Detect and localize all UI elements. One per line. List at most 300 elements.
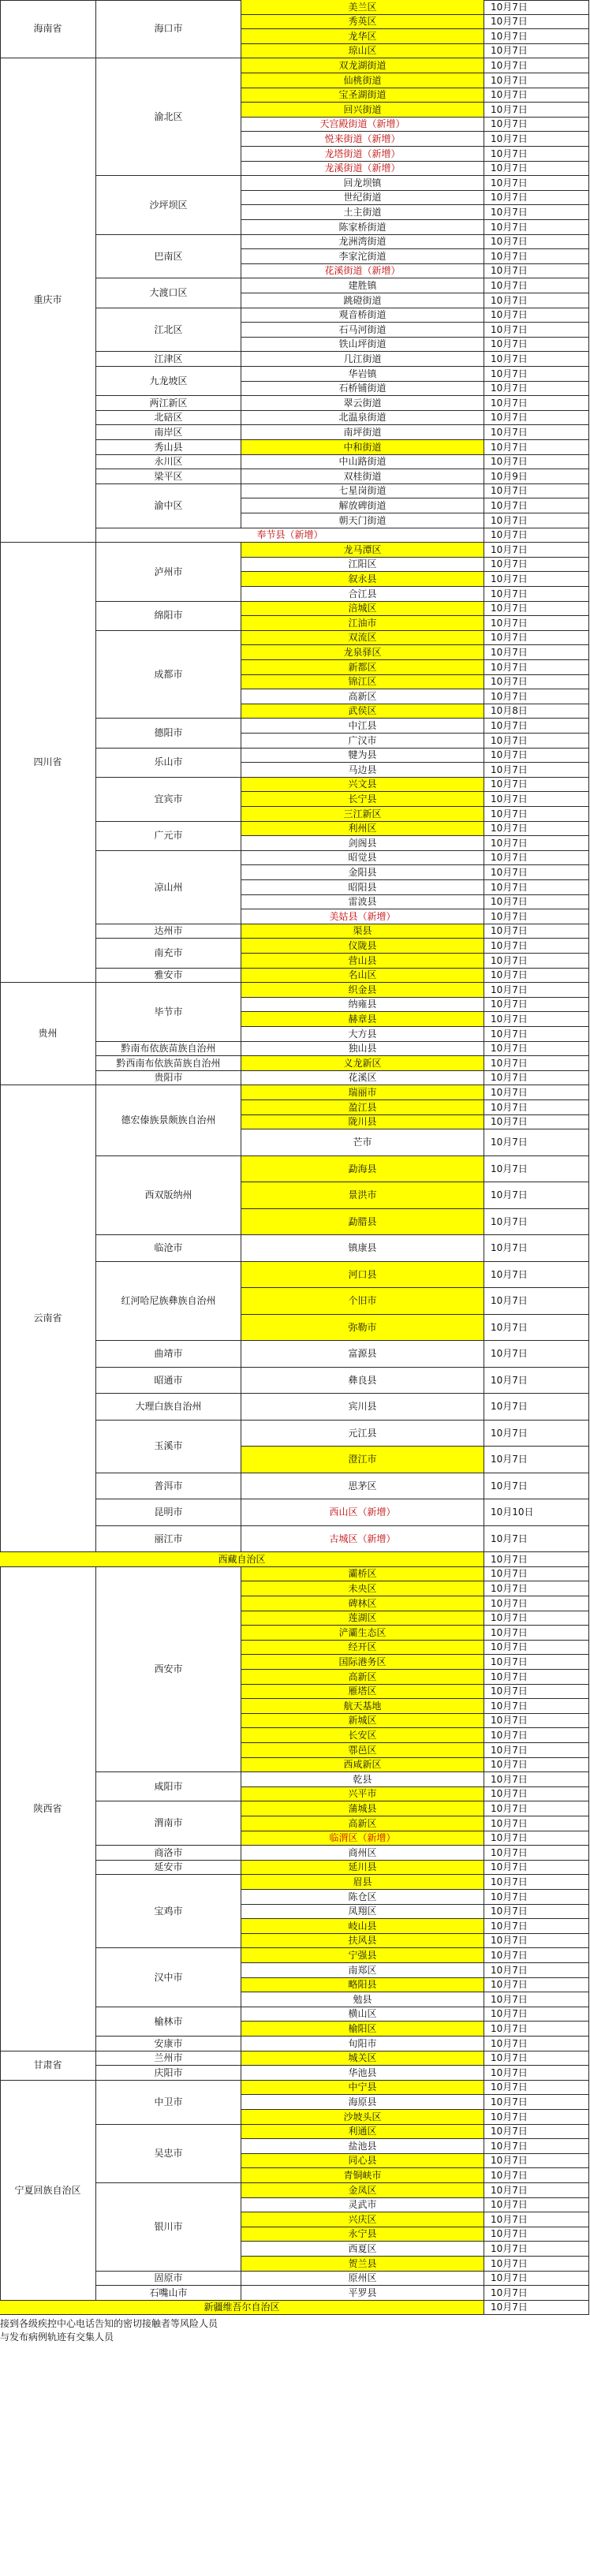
city-cell: 两江新区 xyxy=(96,396,241,411)
area-cell: 航天基地 xyxy=(241,1699,484,1714)
area-cell: 中江县 xyxy=(241,719,484,734)
city-cell: 渝北区 xyxy=(96,58,241,176)
date-cell: 10月7日 xyxy=(484,1641,589,1656)
date-cell: 10月10日 xyxy=(484,1499,589,1526)
date-cell: 10月7日 xyxy=(484,338,589,353)
date-cell: 10月7日 xyxy=(484,924,589,939)
date-cell: 10月7日 xyxy=(484,103,589,118)
date-cell: 10月7日 xyxy=(484,998,589,1013)
area-cell: 龙马潭区 xyxy=(241,543,484,558)
province-cell: 重庆市 xyxy=(0,58,96,543)
province-cell: 云南省 xyxy=(0,1085,96,1552)
date-cell: 10月7日 xyxy=(484,44,589,59)
date-cell: 10月7日 xyxy=(484,895,589,910)
date-cell: 10月7日 xyxy=(484,587,589,602)
date-cell: 10月7日 xyxy=(484,455,589,470)
area-cell: 昭觉县 xyxy=(241,851,484,866)
area-cell: 合江县 xyxy=(241,587,484,602)
city-cell: 永川区 xyxy=(96,455,241,470)
date-cell: 10月7日 xyxy=(484,1552,589,1567)
area-cell: 商州区 xyxy=(241,1846,484,1861)
date-cell: 10月7日 xyxy=(484,1685,589,1700)
area-cell: 西夏区 xyxy=(241,2242,484,2257)
area-cell: 平罗县 xyxy=(241,2286,484,2301)
date-cell: 10月7日 xyxy=(484,205,589,220)
area-cell: 雁塔区 xyxy=(241,1685,484,1700)
area-cell: 江阳区 xyxy=(241,558,484,573)
date-cell: 10月7日 xyxy=(484,558,589,573)
area-cell: 高新区 xyxy=(241,689,484,704)
area-cell: 同心县 xyxy=(241,2154,484,2169)
area-cell: 龙泉驿区 xyxy=(241,645,484,660)
date-cell: 10月7日 xyxy=(484,58,589,73)
city-cell: 广元市 xyxy=(96,822,241,851)
city-cell: 渭南市 xyxy=(96,1801,241,1846)
area-cell: 犍为县 xyxy=(241,749,484,763)
area-cell: 旬阳市 xyxy=(241,2037,484,2051)
area-cell: 思茅区 xyxy=(241,1473,484,1500)
city-cell: 江津区 xyxy=(96,352,241,367)
area-cell: 几江街道 xyxy=(241,352,484,367)
city-cell: 汉中市 xyxy=(96,1948,241,2007)
area-cell: 织金县 xyxy=(241,983,484,998)
city-cell: 江北区 xyxy=(96,308,241,353)
date-cell: 10月7日 xyxy=(484,220,589,235)
city-cell: 梁平区 xyxy=(96,469,241,484)
area-cell: 长宁县 xyxy=(241,792,484,807)
city-cell: 昆明市 xyxy=(96,1499,241,1526)
region-cell: 新疆维吾尔自治区 xyxy=(0,2301,484,2316)
area-cell: 观音桥街道 xyxy=(241,308,484,323)
area-cell: 美兰区 xyxy=(241,0,484,15)
city-cell: 宝鸡市 xyxy=(96,1875,241,1948)
area-cell: 叙永县 xyxy=(241,572,484,587)
date-cell: 10月7日 xyxy=(484,1115,589,1130)
date-cell: 10月7日 xyxy=(484,2242,589,2257)
area-cell: 土主街道 xyxy=(241,205,484,220)
date-cell: 10月7日 xyxy=(484,278,589,293)
city-cell: 北碚区 xyxy=(96,411,241,426)
area-cell: 铁山坪街道 xyxy=(241,338,484,353)
region-cell: 西藏自治区 xyxy=(0,1552,484,1567)
area-cell: 李家沱街道 xyxy=(241,249,484,264)
date-cell: 10月7日 xyxy=(484,778,589,793)
date-cell: 10月7日 xyxy=(484,572,589,587)
city-cell: 秀山县 xyxy=(96,440,241,455)
area-cell: 利州区 xyxy=(241,822,484,837)
date-cell: 10月7日 xyxy=(484,616,589,631)
area-cell: 双龙湖街道 xyxy=(241,58,484,73)
area-cell: 纳雍县 xyxy=(241,998,484,1013)
area-cell: 兴平市 xyxy=(241,1787,484,1802)
date-cell: 10月7日 xyxy=(484,1341,589,1368)
date-cell: 10月7日 xyxy=(484,498,589,513)
date-cell: 10月7日 xyxy=(484,1875,589,1890)
date-cell: 10月7日 xyxy=(484,1948,589,1963)
date-cell: 10月7日 xyxy=(484,2066,589,2081)
area-cell: 建胜镇 xyxy=(241,278,484,293)
date-cell: 10月7日 xyxy=(484,235,589,250)
area-cell: 高新区 xyxy=(241,1670,484,1685)
date-cell: 10月7日 xyxy=(484,1801,589,1816)
date-cell: 10月7日 xyxy=(484,660,589,675)
area-cell: 浐灞生态区 xyxy=(241,1626,484,1641)
area-cell: 美姑县（新增） xyxy=(241,909,484,924)
area-cell: 利通区 xyxy=(241,2125,484,2140)
area-cell: 渠县 xyxy=(241,924,484,939)
area-cell: 高新区 xyxy=(241,1816,484,1831)
date-cell: 10月7日 xyxy=(484,543,589,558)
province-cell: 陕西省 xyxy=(0,1567,96,2051)
area-cell: 横山区 xyxy=(241,2007,484,2022)
date-cell: 10月7日 xyxy=(484,1978,589,1993)
area-cell: 灞桥区 xyxy=(241,1567,484,1582)
city-cell: 宜宾市 xyxy=(96,778,241,822)
area-cell: 宝圣湖街道 xyxy=(241,88,484,103)
city-cell: 南岸区 xyxy=(96,425,241,440)
date-cell: 10月7日 xyxy=(484,2212,589,2227)
city-cell: 德阳市 xyxy=(96,719,241,748)
date-cell: 10月7日 xyxy=(484,675,589,690)
area-cell: 陈仓区 xyxy=(241,1890,484,1905)
date-cell: 10月7日 xyxy=(484,396,589,411)
date-cell: 10月7日 xyxy=(484,0,589,15)
area-cell: 雷波县 xyxy=(241,895,484,910)
date-cell: 10月7日 xyxy=(484,734,589,749)
date-cell: 10月7日 xyxy=(484,2125,589,2140)
area-cell: 广汉市 xyxy=(241,734,484,749)
area-cell: 碑林区 xyxy=(241,1596,484,1611)
city-cell: 绵阳市 xyxy=(96,602,241,631)
date-cell: 10月7日 xyxy=(484,1963,589,1978)
area-cell: 贺兰县 xyxy=(241,2257,484,2272)
area-cell: 陈家桥街道 xyxy=(241,220,484,235)
area-cell: 马边县 xyxy=(241,763,484,778)
area-cell: 原州区 xyxy=(241,2272,484,2287)
area-cell: 凤翔区 xyxy=(241,1905,484,1920)
date-cell: 10月7日 xyxy=(484,2183,589,2198)
area-cell: 永宁县 xyxy=(241,2227,484,2242)
area-cell: 名山区 xyxy=(241,969,484,984)
area-cell: 沙坡头区 xyxy=(241,2110,484,2125)
area-cell: 南坪街道 xyxy=(241,425,484,440)
date-cell: 10月7日 xyxy=(484,880,589,895)
date-cell: 10月7日 xyxy=(484,1758,589,1773)
date-cell: 10月7日 xyxy=(484,1919,589,1934)
date-cell: 10月7日 xyxy=(484,1596,589,1611)
date-cell: 10月7日 xyxy=(484,293,589,308)
city-cell: 石嘴山市 xyxy=(96,2286,241,2301)
area-cell: 乾县 xyxy=(241,1772,484,1787)
date-cell: 10月7日 xyxy=(484,1581,589,1596)
date-cell: 10月7日 xyxy=(484,382,589,397)
date-cell: 10月7日 xyxy=(484,513,589,528)
date-cell: 10月7日 xyxy=(484,1056,589,1071)
area-cell: 青铜峡市 xyxy=(241,2168,484,2183)
area-cell: 河口县 xyxy=(241,1262,484,1289)
area-cell: 西山区（新增） xyxy=(241,1499,484,1526)
city-cell: 安康市 xyxy=(96,2037,241,2051)
date-cell: 10月7日 xyxy=(484,865,589,880)
area-cell: 金阳县 xyxy=(241,865,484,880)
date-cell: 10月7日 xyxy=(484,132,589,147)
city-cell: 商洛市 xyxy=(96,1846,241,1861)
city-cell: 吴忠市 xyxy=(96,2125,241,2183)
date-cell: 10月7日 xyxy=(484,2139,589,2154)
city-cell: 延安市 xyxy=(96,1861,241,1876)
area-cell: 琼山区 xyxy=(241,44,484,59)
area-cell: 陇川县 xyxy=(241,1115,484,1130)
date-cell: 10月7日 xyxy=(484,2257,589,2272)
area-cell: 勐腊县 xyxy=(241,1209,484,1236)
area-cell: 盐池县 xyxy=(241,2139,484,2154)
date-cell: 10月7日 xyxy=(484,807,589,822)
date-cell: 10月9日 xyxy=(484,469,589,484)
date-cell: 10月7日 xyxy=(484,1288,589,1315)
date-cell: 10月7日 xyxy=(484,1447,589,1473)
date-cell: 10月7日 xyxy=(484,1368,589,1394)
area-cell: 勉县 xyxy=(241,1992,484,2007)
date-cell: 10月7日 xyxy=(484,1421,589,1447)
city-cell: 榆林市 xyxy=(96,2007,241,2037)
area-cell: 朝天门街道 xyxy=(241,513,484,528)
date-cell: 10月7日 xyxy=(484,1846,589,1861)
province-cell: 宁夏回族自治区 xyxy=(0,2081,96,2301)
date-cell: 10月7日 xyxy=(484,836,589,851)
date-cell: 10月7日 xyxy=(484,29,589,44)
city-cell: 黔西南布依族苗族自治州 xyxy=(96,1056,241,1071)
area-cell: 悦来街道（新增） xyxy=(241,132,484,147)
date-cell: 10月7日 xyxy=(484,1699,589,1714)
date-cell: 10月7日 xyxy=(484,1182,589,1209)
area-cell: 花溪街道（新增） xyxy=(241,264,484,279)
area-cell: 仪陇县 xyxy=(241,939,484,954)
area-cell: 独山县 xyxy=(241,1042,484,1057)
city-cell: 曲靖市 xyxy=(96,1341,241,1368)
date-cell: 10月7日 xyxy=(484,1934,589,1949)
city-cell: 西安市 xyxy=(96,1567,241,1772)
city-cell: 丽江市 xyxy=(96,1526,241,1553)
area-cell: 延川县 xyxy=(241,1861,484,1876)
date-cell: 10月7日 xyxy=(484,1012,589,1027)
date-cell: 10月7日 xyxy=(484,15,589,30)
area-cell: 中山路街道 xyxy=(241,455,484,470)
date-cell: 10月7日 xyxy=(484,118,589,133)
city-cell: 渝中区 xyxy=(96,484,241,528)
city-cell: 大理白族自治州 xyxy=(96,1394,241,1421)
city-cell: 昭通市 xyxy=(96,1368,241,1394)
area-cell: 经开区 xyxy=(241,1641,484,1656)
city-cell: 红河哈尼族彝族自治州 xyxy=(96,1262,241,1342)
city-cell: 咸阳市 xyxy=(96,1772,241,1801)
city-cell: 大渡口区 xyxy=(96,278,241,308)
area-cell: 金凤区 xyxy=(241,2183,484,2198)
date-cell: 10月7日 xyxy=(484,2037,589,2051)
area-cell: 岐山县 xyxy=(241,1919,484,1934)
date-cell: 10月7日 xyxy=(484,425,589,440)
area-cell: 回龙坝镇 xyxy=(241,176,484,191)
area-cell: 国际港务区 xyxy=(241,1655,484,1670)
area-cell: 略阳县 xyxy=(241,1978,484,1993)
area-cell: 新都区 xyxy=(241,660,484,675)
area-cell: 南郑区 xyxy=(241,1963,484,1978)
date-cell: 10月7日 xyxy=(484,969,589,984)
city-cell: 南充市 xyxy=(96,939,241,968)
date-cell: 10月7日 xyxy=(484,1209,589,1236)
date-cell: 10月7日 xyxy=(484,2227,589,2242)
area-cell: 西咸新区 xyxy=(241,1758,484,1773)
area-cell: 三江新区 xyxy=(241,807,484,822)
area-cell: 宾川县 xyxy=(241,1394,484,1421)
footnote: 与发布病例轨迹有交集人员 xyxy=(0,2331,114,2343)
area-cell: 个旧市 xyxy=(241,1288,484,1315)
city-cell: 巴南区 xyxy=(96,235,241,279)
date-cell: 10月7日 xyxy=(484,1611,589,1626)
area-cell: 兴文县 xyxy=(241,778,484,793)
date-cell: 10月7日 xyxy=(484,1315,589,1342)
date-cell: 10月7日 xyxy=(484,1156,589,1183)
area-cell: 跳磴街道 xyxy=(241,293,484,308)
date-cell: 10月7日 xyxy=(484,2154,589,2169)
date-cell: 10月7日 xyxy=(484,939,589,954)
area-cell: 富源县 xyxy=(241,1341,484,1368)
area-cell: 北温泉街道 xyxy=(241,411,484,426)
city-cell: 兰州市 xyxy=(96,2051,241,2066)
date-cell: 10月7日 xyxy=(484,719,589,734)
city-cell: 贵阳市 xyxy=(96,1071,241,1086)
area-cell: 龙华区 xyxy=(241,29,484,44)
date-cell: 10月7日 xyxy=(484,1085,589,1100)
province-cell: 甘肃省 xyxy=(0,2051,96,2081)
date-cell: 10月7日 xyxy=(484,689,589,704)
city-cell: 乐山市 xyxy=(96,749,241,778)
date-cell: 10月7日 xyxy=(484,2168,589,2183)
date-cell: 10月7日 xyxy=(484,1100,589,1115)
area-cell: 江油市 xyxy=(241,616,484,631)
city-cell: 中卫市 xyxy=(96,2081,241,2125)
date-cell: 10月7日 xyxy=(484,1772,589,1787)
area-cell: 华池县 xyxy=(241,2066,484,2081)
date-cell: 10月7日 xyxy=(484,2022,589,2037)
area-cell: 秀英区 xyxy=(241,15,484,30)
date-cell: 10月7日 xyxy=(484,763,589,778)
area-cell: 盈江县 xyxy=(241,1100,484,1115)
area-cell: 武侯区 xyxy=(241,704,484,719)
date-cell: 10月7日 xyxy=(484,1526,589,1553)
date-cell: 10月7日 xyxy=(484,645,589,660)
date-cell: 10月7日 xyxy=(484,2301,589,2316)
area-cell: 七星岗街道 xyxy=(241,484,484,499)
area-cell: 赫章县 xyxy=(241,1012,484,1027)
area-cell: 中和街道 xyxy=(241,440,484,455)
date-cell: 10月7日 xyxy=(484,2051,589,2066)
date-cell: 10月7日 xyxy=(484,2110,589,2125)
area-cell: 莲湖区 xyxy=(241,1611,484,1626)
area-cell: 城关区 xyxy=(241,2051,484,2066)
area-cell: 芒市 xyxy=(241,1129,484,1156)
date-cell: 10月7日 xyxy=(484,528,589,543)
date-cell: 10月7日 xyxy=(484,822,589,837)
province-cell: 四川省 xyxy=(0,543,96,983)
date-cell: 10月7日 xyxy=(484,2198,589,2213)
date-cell: 10月7日 xyxy=(484,264,589,279)
date-cell: 10月7日 xyxy=(484,1743,589,1758)
city-cell: 成都市 xyxy=(96,631,241,719)
date-cell: 10月7日 xyxy=(484,1890,589,1905)
city-cell: 雅安市 xyxy=(96,969,241,984)
date-cell: 10月7日 xyxy=(484,162,589,177)
date-cell: 10月7日 xyxy=(484,2007,589,2022)
area-cell: 龙洲湾街道 xyxy=(241,235,484,250)
area-cell: 瑞丽市 xyxy=(241,1085,484,1100)
city-cell: 银川市 xyxy=(96,2183,241,2272)
city-cell: 德宏傣族景颇族自治州 xyxy=(96,1085,241,1155)
area-cell: 锦江区 xyxy=(241,675,484,690)
area-cell: 中宁县 xyxy=(241,2081,484,2096)
city-cell: 毕节市 xyxy=(96,983,241,1041)
date-cell: 10月8日 xyxy=(484,704,589,719)
area-cell: 仙桃街道 xyxy=(241,73,484,88)
date-cell: 10月7日 xyxy=(484,1728,589,1743)
date-cell: 10月7日 xyxy=(484,1816,589,1831)
province-cell: 海南省 xyxy=(0,0,96,58)
province-cell: 贵州 xyxy=(0,983,96,1085)
area-cell: 兴庆区 xyxy=(241,2212,484,2227)
area-cell: 花溪区 xyxy=(241,1071,484,1086)
area-cell: 澄江市 xyxy=(241,1447,484,1473)
city-cell: 海口市 xyxy=(96,0,241,58)
area-cell: 龙塔街道（新增） xyxy=(241,147,484,162)
date-cell: 10月7日 xyxy=(484,484,589,499)
area-cell: 蒲城县 xyxy=(241,1801,484,1816)
area-cell: 弥勒市 xyxy=(241,1315,484,1342)
city-cell: 沙坪坝区 xyxy=(96,176,241,234)
date-cell: 10月7日 xyxy=(484,749,589,763)
city-cell: 玉溪市 xyxy=(96,1421,241,1473)
city-cell: 泸州市 xyxy=(96,543,241,601)
area-cell: 大方县 xyxy=(241,1027,484,1042)
city-cell: 庆阳市 xyxy=(96,2066,241,2081)
footnote: 接到各级疾控中心电话告知的密切接触者等风险人员 xyxy=(0,2318,218,2330)
date-cell: 10月7日 xyxy=(484,631,589,646)
area-cell: 彝良县 xyxy=(241,1368,484,1394)
area-cell: 临渭区（新增） xyxy=(241,1831,484,1846)
area-cell: 海原县 xyxy=(241,2095,484,2110)
area-cell: 华岩镇 xyxy=(241,367,484,382)
city-cell: 临沧市 xyxy=(96,1235,241,1262)
date-cell: 10月7日 xyxy=(484,73,589,88)
date-cell: 10月7日 xyxy=(484,1670,589,1685)
date-cell: 10月7日 xyxy=(484,1714,589,1729)
date-cell: 10月7日 xyxy=(484,2272,589,2287)
date-cell: 10月7日 xyxy=(484,602,589,617)
date-cell: 10月7日 xyxy=(484,1473,589,1500)
area-cell: 元江县 xyxy=(241,1421,484,1447)
date-cell: 10月7日 xyxy=(484,1262,589,1289)
area-cell: 石马河街道 xyxy=(241,323,484,338)
area-cell: 龙溪街道（新增） xyxy=(241,162,484,177)
date-cell: 10月7日 xyxy=(484,323,589,338)
date-cell: 10月7日 xyxy=(484,1394,589,1421)
date-cell: 10月7日 xyxy=(484,2286,589,2301)
city-cell: 九龙坡区 xyxy=(96,367,241,396)
area-cell: 天宫殿街道（新增） xyxy=(241,118,484,133)
area-cell: 眉县 xyxy=(241,1875,484,1890)
date-cell: 10月7日 xyxy=(484,851,589,866)
date-cell: 10月7日 xyxy=(484,1071,589,1086)
date-cell: 10月7日 xyxy=(484,249,589,264)
date-cell: 10月7日 xyxy=(484,191,589,206)
